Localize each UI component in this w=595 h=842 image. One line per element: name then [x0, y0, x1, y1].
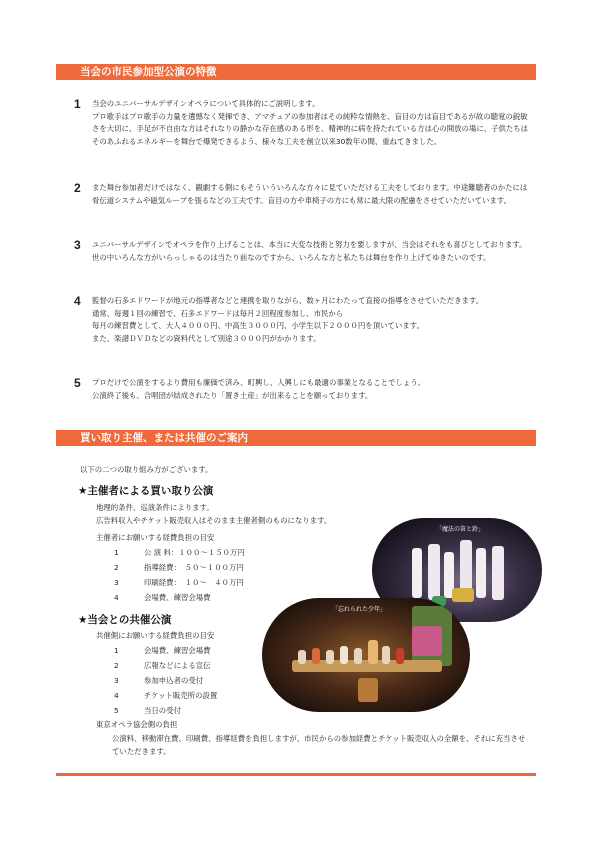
- photo-caption: 「忘れられた少年」: [332, 606, 387, 613]
- item-number: 4: [74, 294, 81, 308]
- list-item: 4 チケット販売所の設置: [114, 691, 218, 700]
- tokyo-opera-burden-label: 東京オペラ協会側の負担: [96, 720, 178, 729]
- feature-item-4: [74, 295, 529, 345]
- joint-heading: ★当会との共催公演: [78, 614, 172, 626]
- item-text: ユニバーサルデザインでオペラを作り上げることは、本当に大変な技術と努力を要しますが、当会はそれをも喜びとしております。世の中いろんな方がいらっしゃるのは当たり前なのですから、いろんな方と私たちは舞台を作り上げてゆきたいのです。: [92, 240, 527, 262]
- photo-caption: 「魔法の笛と鈴」: [436, 526, 485, 533]
- feature-item-2: [74, 182, 529, 207]
- section-title-sponsorship: 買い取り主催、または共催のご案内: [56, 430, 536, 446]
- list-item: 4 会場費、練習会場費: [114, 593, 211, 602]
- list-item: 2 指導経費： ５０～１００万円: [114, 563, 244, 572]
- buyout-description: 地理的条件、巡演条件によります。 広告料収入やチケット販売収入はそのまま主催者側のものになります。: [96, 503, 332, 525]
- item-text: 当会のユニバーサルデザインオペラについて具体的にご説明します。 プロ歌手はプロ歌手の力量を遺憾なく発揮でき、アマチュアの参加者はその純粋な情熱を、盲目の方は盲目であるが故の聴覚の鋭敏さを大切に、手足が不自由な方はそれなりの静かな存在感のある形を、精神的に病を持たれている方は心の開放の場に、子供たちはそのあふれるエネルギーを舞台で爆発できるよう、様々な工夫を創立以来30数年の間、重ねてきました。: [92, 99, 529, 146]
- performance-photo-forgotten-boy: [262, 598, 470, 712]
- buyout-cost-label: 主催者にお願いする経費負担の目安: [96, 533, 215, 542]
- list-item: 2 広報などによる宣伝: [114, 661, 211, 670]
- list-item: 3 印刷経費： １０～ ４０万円: [114, 578, 244, 587]
- item-text: 監督の石多エドワードが地元の指導者などと連携を取りながら、数ヶ月にわたって直接の指導をさせていただきます。 通常、毎週１回の練習で、石多エドワードは毎月２回程度参加し、市民から 毎月の練習費として、大人４０００円、中高生３０００円、小学生以下２０００円を頂いています。 また、楽譜ＤＶＤなどの資料代として別途３０００円がかかります。: [92, 296, 484, 343]
- list-item: 5 当日の受付: [114, 706, 181, 715]
- buyout-heading: ★主催者による買い取り公演: [78, 485, 214, 497]
- tokyo-opera-burden-text: 公演料、移動滞在費、印刷費、指導経費を負担しますが、市民からの参加経費とチケット販売収入の全額を、それに充当させていただきます。: [112, 734, 526, 756]
- joint-cost-label: 共催側にお願いする経費負担の目安: [96, 631, 215, 640]
- list-item: 1 公 演 料：１００～１５０万円: [114, 548, 245, 557]
- item-number: 5: [74, 376, 81, 390]
- item-text: プロだけで公演をするより費用も廉価で済み、町興し、人興しにも最適の事業となることでしょう。 公演終了後も、合唱団が結成されたり「置き土産」が出来ることを願っております。: [92, 378, 426, 400]
- sponsorship-intro: 以下の二つの取り組み方がございます。: [80, 465, 213, 474]
- section-title-features: 当会の市民参加型公演の特徴: [56, 64, 536, 80]
- list-item: 1 会場費、練習会場費: [114, 646, 211, 655]
- feature-item-5: [74, 377, 529, 402]
- item-number: 1: [74, 97, 81, 111]
- bottom-divider: [56, 773, 536, 776]
- feature-item-1: [74, 98, 529, 148]
- list-item: 3 参加申込者の受付: [114, 676, 204, 685]
- feature-item-3: [74, 239, 529, 264]
- buyout-cost-list: [114, 545, 245, 605]
- item-text: また舞台参加者だけではなく、観劇する側にもそういういろんな方々に見ていただける工夫をしております。中途難聴者のかたには骨伝道システムや磁気ループを張るなどの工夫です。盲目の方や車椅子の方にも常に最大限の配慮をさせていただいています。: [92, 183, 528, 205]
- item-number: 3: [74, 238, 81, 252]
- joint-cost-list: [114, 643, 217, 718]
- item-number: 2: [74, 181, 81, 195]
